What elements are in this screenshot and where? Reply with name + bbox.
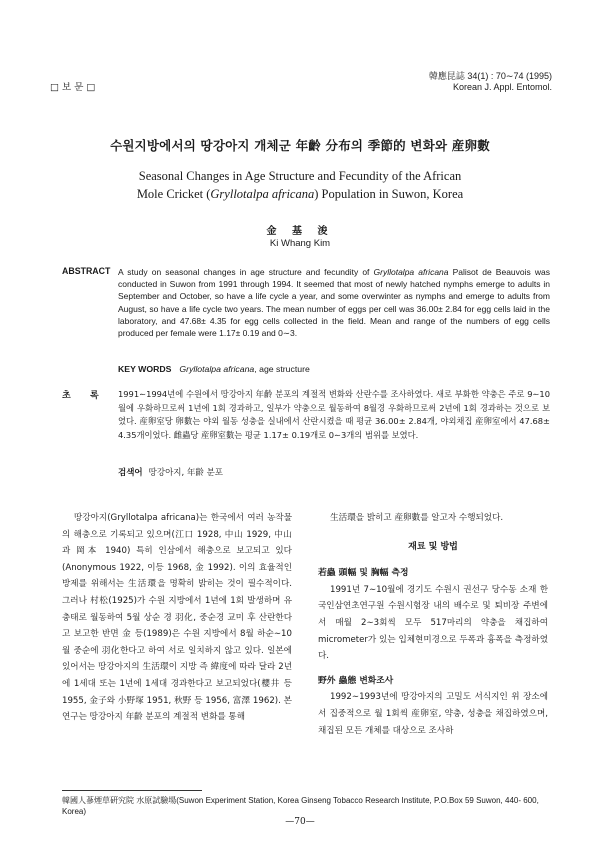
- abstract-species: Gryllotalpa africana: [373, 267, 449, 277]
- korean-abstract-text: 1991∼1994년에 수원에서 땅강아지 年齡 분포의 계절적 변화와 산란수를 조사하였다. 새로 부화한 약충은 주로 9∼10월에 우화하므로써 1년에 1회 경과하고, 일부가 약충으로 월동하여 8월경 우화하므로써 2년에 1회 경과하는 것으로 보였다. 産卵室당 卵數는 야외 월동 성충을 실내에서 산란시켰을 때 평균 36.00± 2.84개, 야외채집 産卵室에서 47.68± 4.35개이었다. 雌蟲당 産卵室數는 평균 1.17± 0.19개로 0∼3개의 범위를 보였다.: [118, 389, 550, 440]
- korean-keywords-label: 검색어: [118, 468, 143, 478]
- korean-keywords: [118, 466, 223, 478]
- body-left-column: [62, 510, 292, 726]
- measurement-paragraph: 1991년 7∼10월에 경기도 수원시 권선구 당수동 소재 한국인삼연초연구원 수원시험장 내의 배수로 및 퇴비장 주변에서 매월 2∼3회씩 모두 517마리의 약충을 채집하여 micrometer가 있는 입체현미경으로 두폭과 흉폭을 측정하였다.: [318, 584, 548, 662]
- subsection-heading-measurement: 若蟲 頭幅 및 胸幅 측정: [318, 568, 409, 579]
- author-korean: 金 基 浚: [266, 226, 334, 237]
- abstract-label: ABSTRACT: [62, 266, 111, 276]
- english-title-line1: Seasonal Changes in Age Structure and Fecundity of the African: [138, 169, 462, 183]
- english-title-species: Gryllotalpa africana: [210, 187, 315, 201]
- english-title: [0, 167, 600, 203]
- keywords-rest: , age structure: [254, 364, 310, 374]
- body-right-column: [318, 510, 548, 739]
- abstract-text-pre: A study on seasonal changes in age structure and fecundity of: [118, 267, 374, 277]
- keywords-label: KEY WORDS: [118, 364, 172, 374]
- intro-continuation: 生活環을 밝히고 産卵數를 알고자 수행되었다.: [330, 513, 504, 523]
- english-title-post: ) Population in Suwon, Korea: [314, 187, 464, 201]
- footnote-rule: [62, 790, 202, 791]
- english-title-line2: [0, 185, 600, 203]
- keywords: [118, 364, 310, 374]
- journal-citation: [429, 71, 552, 93]
- korean-abstract-label: 초 록: [62, 391, 99, 401]
- journal-citation-line1: 韓應昆誌 34(1) : 70∼74 (1995): [428, 71, 552, 81]
- journal-citation-line2: Korean J. Appl. Entomol.: [452, 82, 552, 92]
- intro-paragraph: 땅강아지(Gryllotalpa africana)는 한국에서 여러 농작물의 해충으로 기록되고 있으며(江口 1928, 中山 1929, 中山과 岡本 1940) 특히 인삼에서 해충으로 보고되고 있다(Anonymous 1922, 이등 1968, 金 1992). 이의 효율적인 방제를 위해서는 生活環을 명확히 밝히는 것이 필수적이다. 그러나 村松(1925)가 수원 지방에서 1년에 1회 발생하며 유충태로 월동하여 5월 상순 경 羽化, 중순경 교미 후 산란한다고 보고한 반면 金 등(1989)은 수원 지방에서 8월 하순∼10월 중순에 羽化한다고 하여 서로 일치하지 않고 있다. 일본에 있어서는 땅강아지의 生活環이 지방 즉 緯度에 따라 달라 2년에 1세대 또는 1년에 1세대 경과한다고 보고되었다(櫻井 등 1955, 金子와 小野塚 1951, 秋野 등 1956, 富澤 1962). 본 연구는 땅강아지 年齡 분포의 계절적 변화를 통해: [62, 513, 292, 723]
- field-survey-paragraph: 1992∼1993년에 땅강아지의 고밀도 서식지인 위 장소에서 집중적으로 월 1회씩 産卵室, 약충, 성충을 채집하였으며, 채집된 모든 개체를 대상으로 조사하: [318, 692, 548, 736]
- subsection-heading-field-survey: 野外 蟲態 변화조사: [318, 675, 394, 686]
- page-number: —70—: [285, 817, 315, 827]
- author-english: Ki Whang Kim: [269, 238, 331, 249]
- keywords-species: Gryllotalpa africana: [179, 364, 255, 374]
- korean-title: 수원지방에서의 땅강아지 개체군 年齡 分布의 季節的 변화와 産卵數: [110, 138, 490, 153]
- affiliation-footnote: 韓國人蔘煙草硏究院 水原試驗場(Suwon Experiment Station, Korea Ginseng Tobacco Research Institute, P.O.Box 59 Suwon, 440- 600, Korea): [62, 796, 539, 816]
- section-heading-methods: 재료 및 방법: [408, 541, 458, 552]
- abstract-text-post: Palisot de Beauvois was conducted in Suwon from 1991 through 1994. It seemed that most of newly hatched nymphs emerge to adults in September and October, so have a life cycle a year, and some overwinter as nymphs and emerge to adults from August, so have a life cycle two years. The mean number of eggs per cell was 36.00± 2.84 for egg cells laid in the laboratory, and 47.68± 4.35 for egg cells collected in the field. Mean and range of the numbers of egg cells produced per female were 1.17± 0.19 and 0∼3.: [118, 267, 550, 339]
- korean-keywords-text: 땅강아지, 年齡 분포: [148, 468, 224, 478]
- english-title-pre: Mole Cricket (: [136, 187, 211, 201]
- abstract-text: [118, 266, 550, 339]
- article-type-label: □ 보 문 □: [50, 82, 96, 93]
